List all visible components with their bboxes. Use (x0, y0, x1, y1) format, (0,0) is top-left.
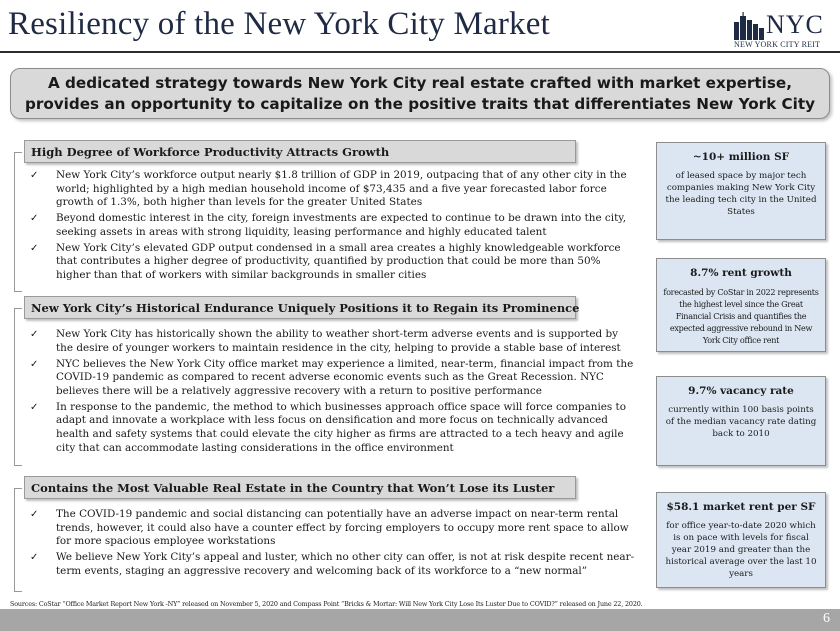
stat-title: $58.1 market rent per SF (666, 501, 816, 513)
footer-bar (0, 609, 840, 631)
stat-title: 9.7% vacancy rate (688, 385, 794, 397)
stat-box-market-rent (656, 492, 826, 588)
stat-description: of leased space by major tech companies making New York City the leading tech city in the United States (665, 171, 817, 217)
checkmark-icon: ✓ (30, 170, 39, 181)
stat-description: for office year-to-date 2020 which is on pace with levels for fiscal year 2019 and greater than the historical average over the last 10 years (665, 521, 817, 579)
strategy-banner (10, 68, 830, 119)
stat-title: 8.7% rent growth (690, 267, 792, 279)
title-divider (0, 51, 840, 53)
checkmark-icon: ✓ (30, 358, 39, 370)
page-number: 6 (823, 611, 830, 626)
stat-box-rent-growth (656, 258, 826, 352)
page-title: Resiliency of the New York City Market (8, 6, 550, 42)
stat-description: currently within 100 basis points of the median vacancy rate dating back to 2010 (665, 405, 817, 439)
endurance-bullets (30, 328, 636, 458)
checkmark-icon: ✓ (30, 401, 39, 413)
section-bracket (14, 152, 22, 292)
bullet-item: ✓ We believe New York City’s appeal and luster, which no other city can offer, is not at risk despite recent near-term events, staging an aggressive recovery and welcoming back of its workforce to a “new normal” (30, 551, 635, 577)
checkmark-icon: ✓ (30, 329, 39, 340)
section-bracket (14, 488, 22, 592)
bullet-item: ✓ In response to the pandemic, the method to which businesses approach office space will force companies to adapt and innovate a workplace with less focus on densification and more focus on technically advanced health and safety systems that could elevate the city higher as firms are attracted to a tech heavy and agile city that can accommodate lasting considerations in the office environment (30, 400, 626, 454)
bullet-item: ✓ The COVID-19 pandemic and social distancing can potentially have an adverse impact on near-term rental trends, however, it could also have a counter effect by forcing employers to occupy more rent space to allow for more spacious employee workstations (30, 508, 629, 548)
section-heading-valuable-real-estate: Contains the Most Valuable Real Estate in the Country that Won’t Lose its Luster (24, 476, 576, 499)
checkmark-icon: ✓ (30, 213, 39, 225)
section-heading-workforce: High Degree of Workforce Productivity Attracts Growth (24, 140, 576, 163)
section-heading-endurance: New York City’s Historical Endurance Uniquely Positions it to Regain its Prominence (24, 296, 576, 319)
bullet-item: ✓ NYC believes the New York City office market may experience a limited, near-term, financial impact from the COVID-19 pandemic as compared to recent adverse economic events such as the Great Recession. NYC believes there will be a relatively aggressive recovery with a return to positive performance (30, 357, 634, 397)
checkmark-icon: ✓ (30, 242, 39, 254)
banner-text: A dedicated strategy towards New York City real estate crafted with market expertise, provides an opportunity to capitalize on the positive traits that differentiates New York City (24, 73, 816, 113)
bullet-item: ✓ New York City’s elevated GDP output condensed in a small area creates a highly knowledgeable workforce that contributes a higher degree of productivity, quantified by production that could be more than 50% higher than that of workers with similar backgrounds in smaller cities (30, 241, 621, 281)
sources-footnote: Sources: CoStar “Office Market Report New York -NY” released on November 5, 2020 and Compass Point “Bricks & Mortar: Will New York City Lose Its Luster Due to COVID?” released on June 22, 2020. (10, 600, 643, 608)
checkmark-icon: ✓ (30, 509, 39, 520)
bullet-item: ✓ New York City’s workforce output nearly $1.8 trillion of GDP in 2019, outpacing that of any other city in the world; highlighted by a high median household income of $73,435 and a five year forecasted labor force growth of 1.3%, both higher than levels for the greater United States (30, 169, 627, 209)
stat-box-vacancy-rate (656, 376, 826, 466)
bullet-item: ✓ New York City has historically shown the ability to weather short-term adverse events and is supported by the desire of younger workers to maintain residence in the city, helping to provide a stable base of interest (30, 328, 621, 354)
stat-description: forecasted by CoStar in 2022 represents the highest level since the Great Financial Crisis and quantifies the expected aggressive rebound in New York City office rent (663, 287, 819, 345)
stat-title: ~10+ million SF (692, 151, 790, 163)
real-estate-bullets (30, 508, 636, 581)
section-bracket (14, 308, 22, 466)
company-logo (732, 12, 828, 52)
logo-wordmark: NYC (766, 10, 824, 39)
bullet-item: ✓ Beyond domestic interest in the city, foreign investments are expected to continue to be drawn into the city, seeking assets in areas with strong liquidity, leasing performance and highly educated talent (30, 212, 627, 238)
checkmark-icon: ✓ (30, 552, 39, 564)
skyline-icon (732, 12, 766, 40)
logo-subtitle: NEW YORK CITY REIT (734, 40, 821, 49)
workforce-bullets (30, 169, 636, 285)
stat-box-tech-space (656, 142, 826, 240)
